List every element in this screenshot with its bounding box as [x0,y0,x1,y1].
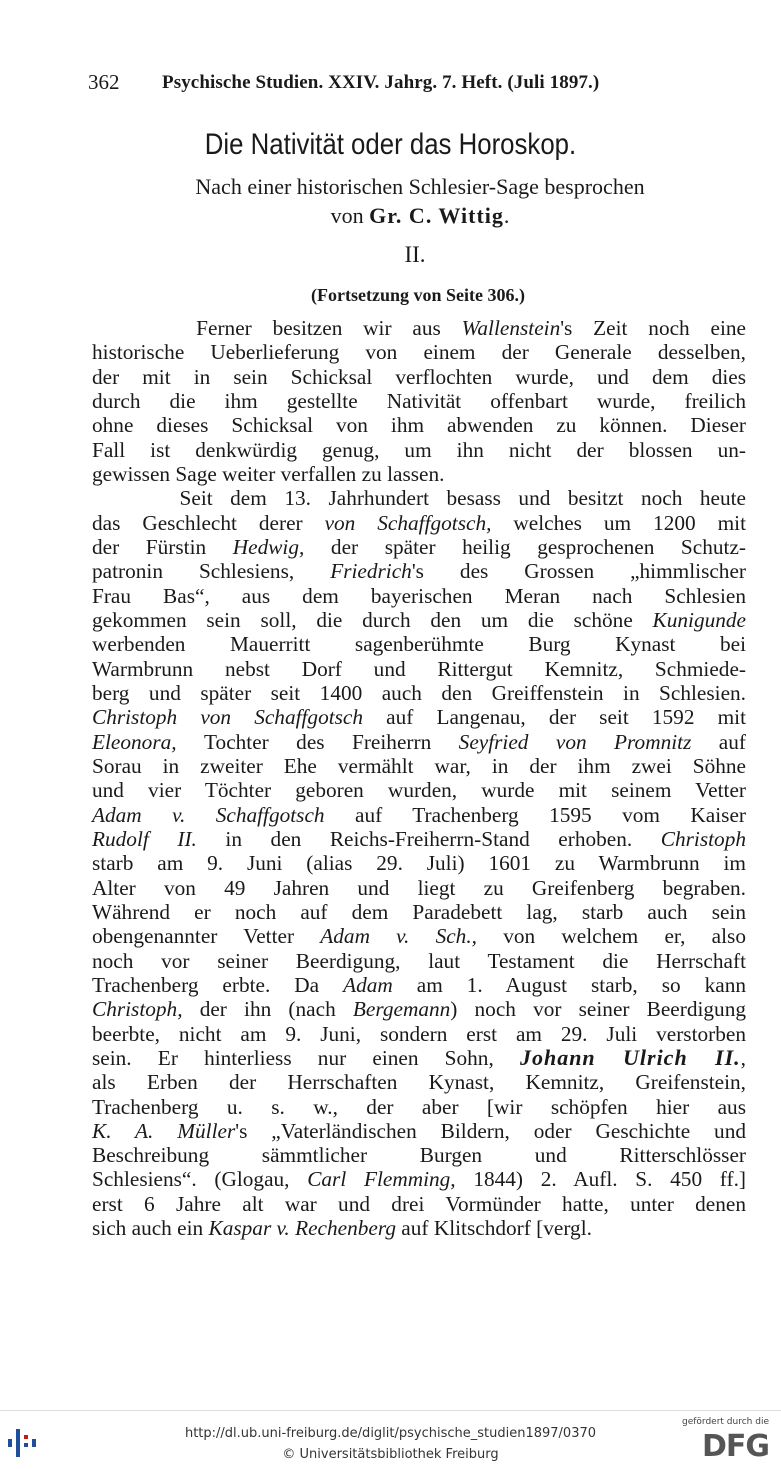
text-segment: in den Reichs-Freiherrn-Stand erhoben. [196,826,661,851]
text-line [92,608,746,632]
text-line [92,413,746,437]
text-segment: Fall ist denkwürdig genug, um ihn nicht der blossen un- [92,437,746,462]
text-segment: Seit dem 13. Jahrhundert besass und besitzt noch heute [92,486,746,511]
text-line [92,949,746,973]
text-line [92,681,746,705]
text-segment: Beschreibung sämmtlicher Burgen und Ritterschlösser [92,1143,746,1168]
text-line [92,511,746,535]
text-segment: ) noch vor seiner Beerdigung [450,997,747,1022]
emphasized-text: Carl Flemming, [307,1167,456,1192]
emphasized-text: K. A. Müller [92,1118,236,1143]
text-line [92,1216,746,1240]
text-segment: auf [691,729,746,754]
text-segment: beerbte, nicht am 9. Juni, sondern erst am 29. Juli verstorben [92,1021,746,1046]
text-line [92,657,746,681]
text-segment: patronin Schlesiens, [92,559,331,584]
text-segment: und vier Töchter geboren wurden, wurde mit seinem Vetter [92,778,746,803]
author-line [0,203,781,229]
text-segment: 's „Vaterländischen Bildern, oder Geschichte und [235,1118,746,1143]
text-line [92,389,746,413]
article-title: Die Nativität oder das Horoskop. [204,128,577,161]
emphasized-text: Eleonora, [92,729,177,754]
text-line [92,1095,746,1119]
source-url[interactable]: http://dl.ub.uni-freiburg.de/diglit/psychische_studien1897/0370 [184,1426,597,1441]
text-line [92,316,746,340]
text-line [92,851,746,875]
text-line [92,632,746,656]
text-line [92,1046,746,1070]
text-segment: welches um 1200 mit [491,510,746,535]
author-period: . [503,203,510,228]
text-line [92,778,746,802]
text-segment: der ihn (nach [182,997,353,1022]
page-number: 362 [88,70,120,94]
text-segment: gewissen Sage weiter verfallen zu lassen. [92,461,445,486]
emphasized-text: Adam v. Sch., [320,924,477,949]
text-line [92,973,746,997]
text-line [92,1022,746,1046]
text-line [92,705,746,729]
text-segment: Warmbrunn nebst Dorf und Rittergut Kemnitz, Schmiede- [92,656,746,681]
footer-bar [0,1410,781,1469]
emphasized-text: Christoph [660,826,746,851]
text-line [92,462,746,486]
emphasized-text: Rudolf II. [92,826,197,851]
text-line [92,1167,746,1191]
author-name: Gr. C. Wittig [369,203,504,228]
text-line [92,559,746,583]
text-segment: 1844) 2. Aufl. S. 450 ff.] [455,1167,746,1192]
text-segment: erst 6 Jahre alt war und drei Vormünder hatte, unter denen [92,1191,746,1216]
text-segment: historische Ueberlieferung von einem der Generale desselben, [92,340,746,365]
text-segment: starb am 9. Juni (alias 29. Juli) 1601 zu Warmbrunn im [92,851,746,876]
emphasized-text: Seyfried von Promnitz [458,729,692,754]
text-segment: durch die ihm gestellte Nativität offenbart wurde, freilich [92,388,746,413]
running-header [88,70,704,104]
text-segment: ohne dieses Schicksal von ihm abwenden zu können. Dieser [92,413,746,438]
text-line [92,365,746,389]
running-title: Psychische Studien. XXIV. Jahrg. 7. Heft. (Juli 1897.) [162,72,600,93]
emphasized-text: Adam [343,972,393,997]
text-line [92,584,746,608]
emphasized-text: Bergemann [352,997,451,1022]
continuation-note: (Fortsetzung von Seite 306.) [311,285,525,305]
emphasized-text: von Schaffgotsch, [324,510,492,535]
emphasized-text: Hedwig, [232,534,305,559]
text-segment: werbenden Mauerritt sagenberühmte Burg Kynast bei [92,632,746,657]
text-segment: Während er noch auf dem Paradebett lag, starb auch sein [92,899,746,924]
text-segment: Alter von 49 Jahren und liegt zu Greifenberg begraben. [92,875,746,900]
text-line [92,924,746,948]
text-line [92,535,746,559]
text-line [92,900,746,924]
text-segment: sich auch ein [92,1216,209,1241]
body-text [92,316,746,1240]
text-line [92,754,746,778]
text-segment: , [740,1045,746,1070]
text-segment: auf Langenau, der seit 1592 mit [363,705,746,730]
text-line [92,1192,746,1216]
emphasized-text: Kunigunde [652,607,746,632]
text-segment: noch vor seiner Beerdigung, laut Testament die Herrschaft [92,948,746,973]
text-segment: Trachenberg u. s. w., der aber [wir schöpfen hier aus [92,1094,746,1119]
text-line [92,803,746,827]
text-segment: 's des Grossen „himmlischer [411,559,747,584]
text-segment: Schlesiens“. (Glogau, [92,1167,308,1192]
text-segment: obengenannter Vetter [92,924,321,949]
text-segment: Frau Bas“, aus dem bayerischen Meran nach Schlesien [92,583,746,608]
text-line [92,438,746,462]
text-line [92,876,746,900]
text-segment: auf Trachenberg 1595 vom Kaiser [324,802,746,827]
text-segment: der mit in sein Schicksal verflochten wurde, und dem dies [92,364,746,389]
text-segment: von welchem er, also [476,924,746,949]
copyright-line: © Universitätsbibliothek Freiburg [282,1447,499,1462]
text-segment: Trachenberg erbte. Da [92,972,344,997]
text-segment: der Fürstin [92,534,233,559]
text-segment: auf Klitschdorf [vergl. [395,1216,592,1241]
text-line [92,1119,746,1143]
text-segment: das Geschlecht derer [92,510,325,535]
dfg-logo: DFG [701,1429,769,1464]
text-segment: der später heilig gesprochenen Schutz- [304,534,746,559]
text-line [92,827,746,851]
emphasized-text: Kaspar v. Rechenberg [208,1216,396,1241]
emphasized-text: Christoph von Schaffgotsch [92,705,364,730]
text-segment: am 1. August starb, so kann [392,972,746,997]
emphasized-text: Friedrich [330,559,412,584]
text-segment: Ferner besitzen wir aus [92,316,462,340]
emphasized-text: Adam v. Schaffgotsch [92,802,325,827]
text-segment: 's Zeit noch eine [560,316,747,340]
text-line [92,340,746,364]
section-number: II. [404,242,426,267]
text-segment: sein. Er hinterliess nur einen Sohn, [92,1045,520,1070]
text-segment: als Erben der Herrschaften Kynast, Kemnitz, Greifenstein, [92,1070,746,1095]
funding-note: gefördert durch die [682,1417,769,1427]
text-segment: berg und später seit 1400 auch den Greiffenstein in Schlesien. [92,680,746,705]
text-segment: Sorau in zweiter Ehe vermählt war, in der ihm zwei Söhne [92,753,746,778]
text-segment: gekommen sein soll, die durch den um die schöne [92,607,653,632]
article-subtitle: Nach einer historischen Schlesier-Sage besprochen [195,174,645,199]
text-line [92,486,746,510]
text-line [92,997,746,1021]
author-prefix: von [330,203,364,228]
emphasized-text: Christoph, [92,997,183,1022]
text-line [92,730,746,754]
text-segment: Tochter des Freiherrn [176,729,459,754]
emphasized-text: Johann Ulrich II. [519,1044,741,1070]
text-line [92,1070,746,1094]
text-line [92,1143,746,1167]
emphasized-text: Wallenstein [461,316,561,340]
